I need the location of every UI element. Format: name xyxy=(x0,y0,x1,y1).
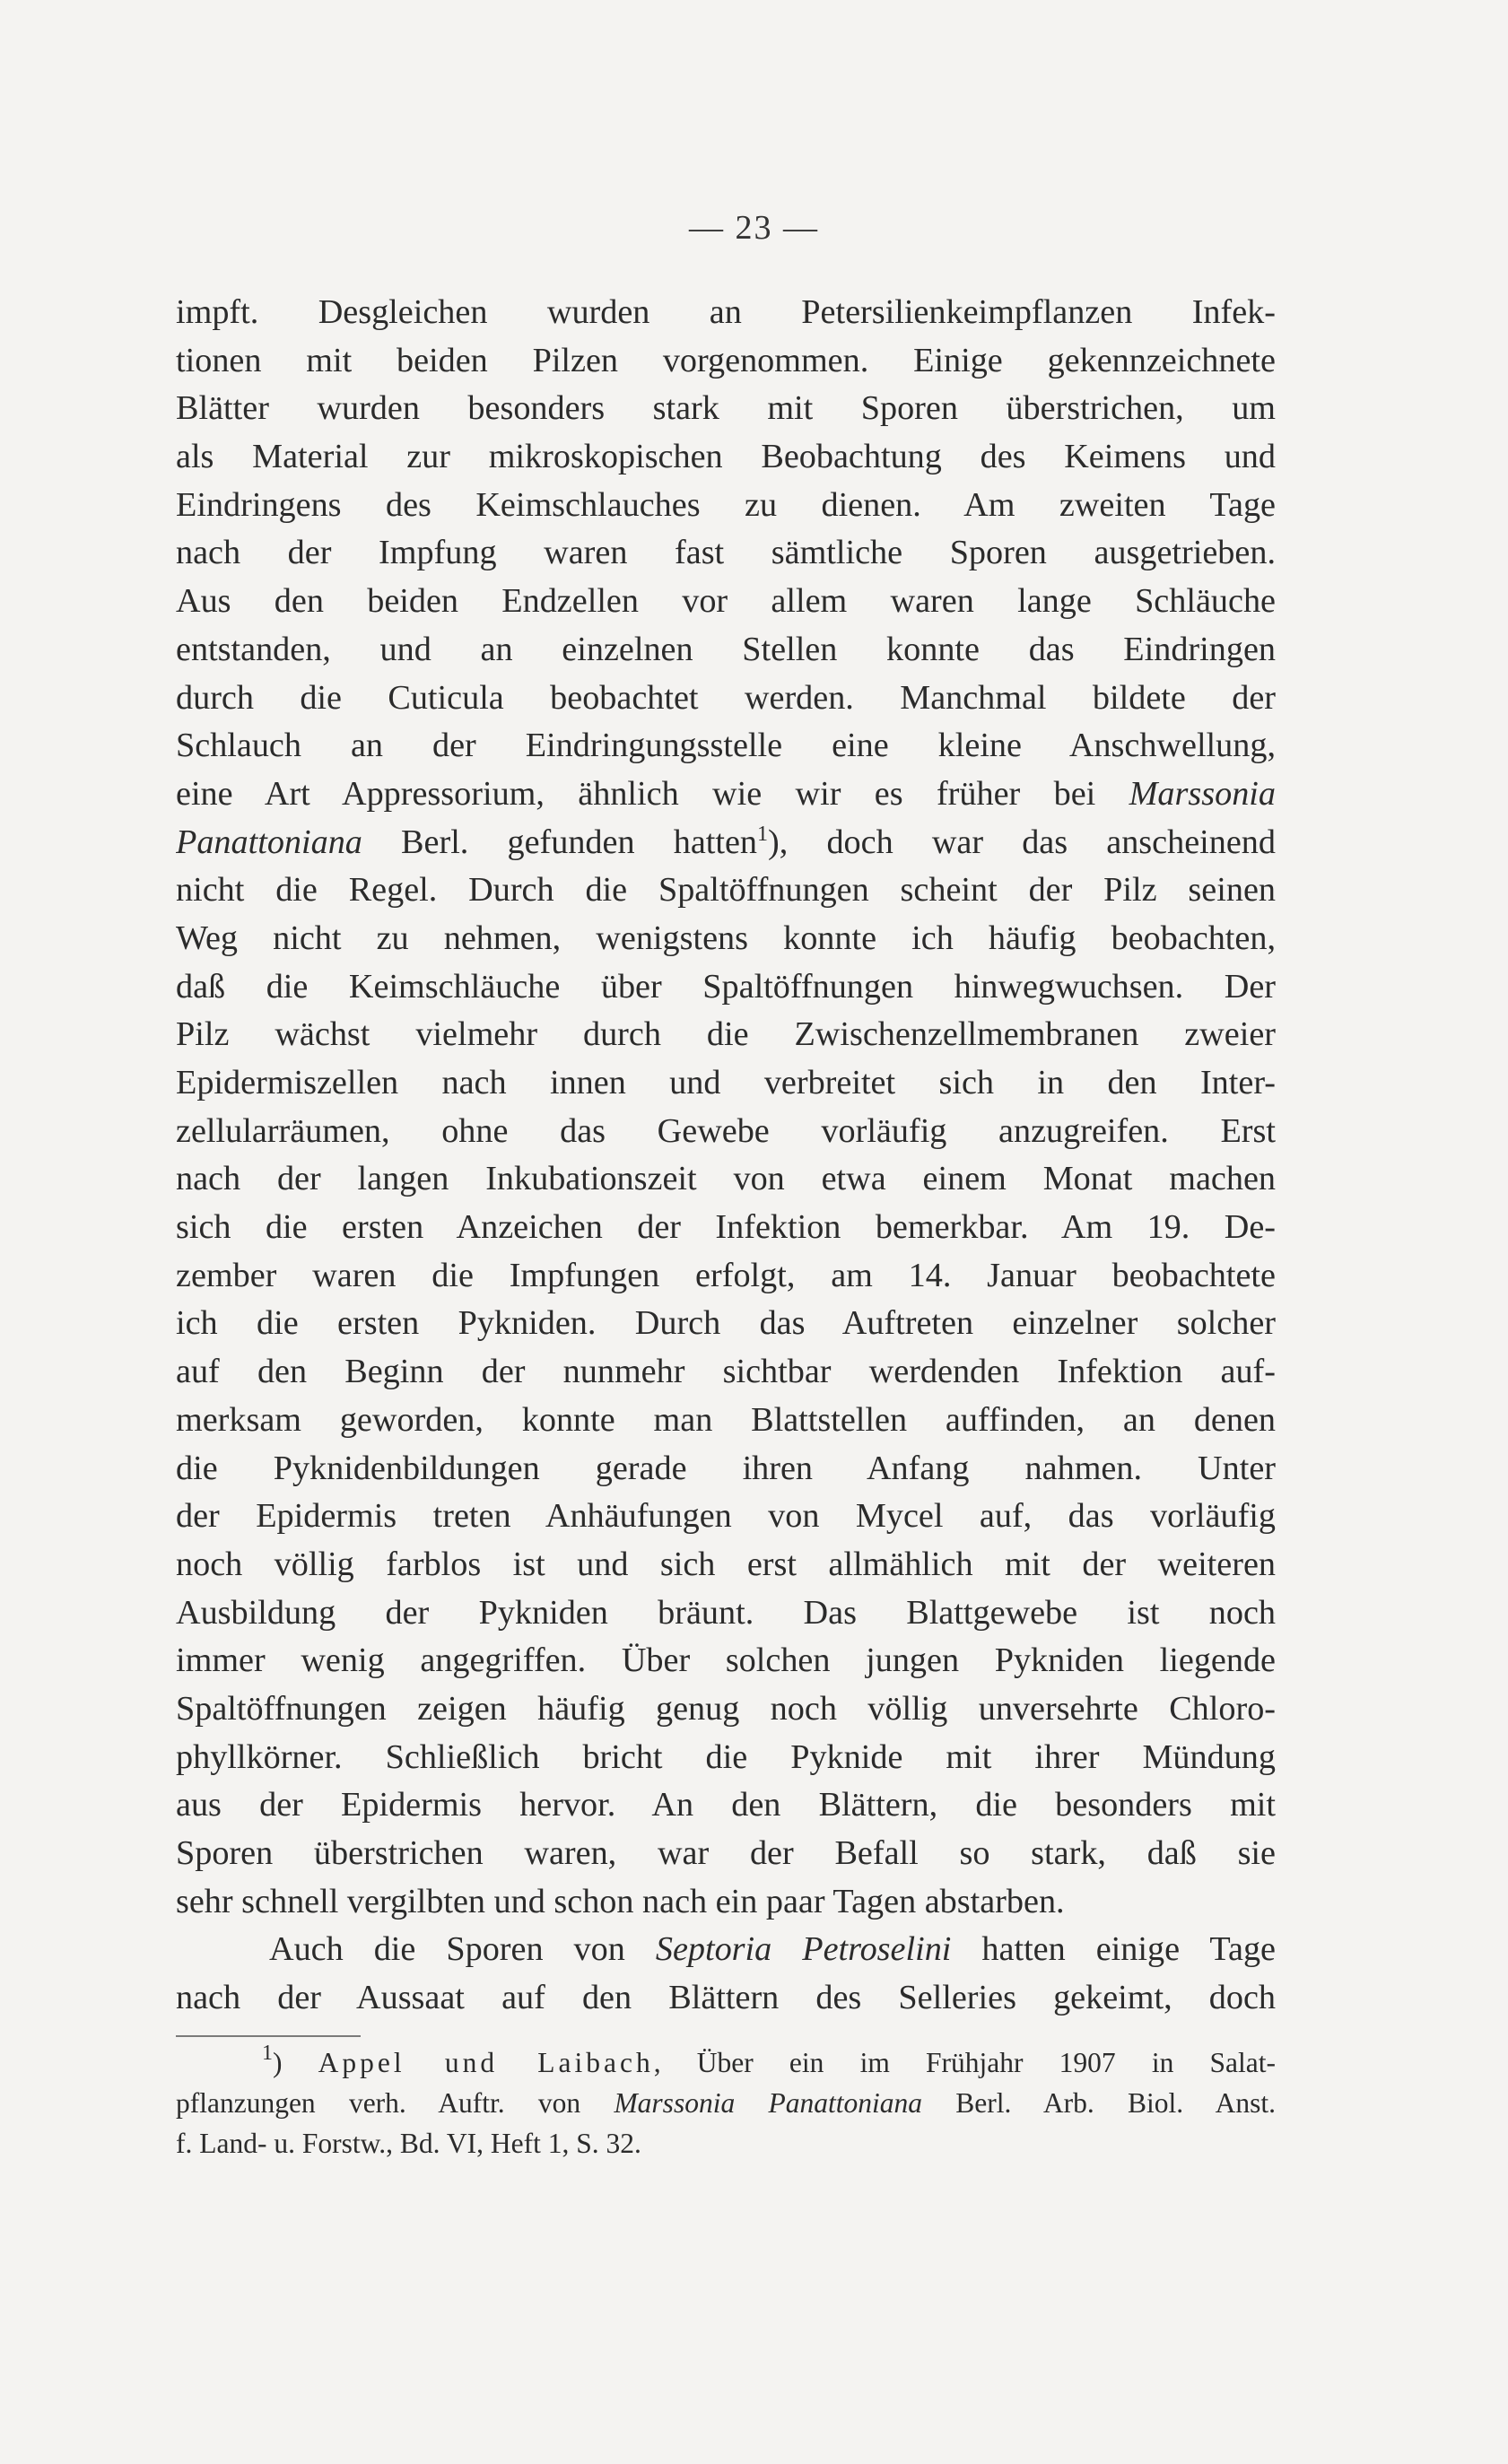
species-name-italic: Marssonia xyxy=(1129,774,1276,813)
text-line: impft. Desgleichen wurden an Petersilienkeimpflanzen Infek- xyxy=(176,293,1276,331)
text-line: Pilz wächst vielmehr durch die Zwischenzellmembranen zweier xyxy=(176,1015,1276,1054)
species-name-italic: Marssonia Panattoniana xyxy=(614,2087,922,2119)
text-line: Spaltöffnungen zeigen häufig genug noch völlig unversehrte Chloro- xyxy=(176,1689,1276,1728)
body-text xyxy=(176,289,1276,2023)
footnote xyxy=(176,2042,1276,2164)
text-line: sehr schnell vergilbten und schon nach ein paar Tagen abstarben. xyxy=(176,1882,1065,1920)
text-line: noch völlig farblos ist und sich erst allmählich mit der weiteren xyxy=(176,1545,1276,1583)
text-line: daß die Keimschläuche über Spaltöffnungen hinwegwuchsen. Der xyxy=(176,967,1276,1006)
text-line: aus der Epidermis hervor. An den Blättern, die besonders mit xyxy=(176,1786,1276,1824)
text-segment: pflanzungen verh. Auftr. von xyxy=(176,2087,615,2119)
text-line: durch die Cuticula beobachtet werden. Manchmal bildete der xyxy=(176,678,1276,717)
text-line: sich die ersten Anzeichen der Infektion bemerkbar. Am 19. De- xyxy=(176,1208,1276,1247)
footnote-line xyxy=(176,2083,1276,2123)
text-line: Epidermiszellen nach innen und verbreitet sich in den Inter- xyxy=(176,1064,1276,1101)
text-line: Ausbildung der Pykniden bräunt. Das Blattgewebe ist noch xyxy=(176,1593,1276,1632)
text-line: nicht die Regel. Durch die Spaltöffnungen scheint der Pilz seinen xyxy=(176,871,1276,910)
text-line xyxy=(176,771,1276,819)
text-line xyxy=(176,1926,1276,1974)
text-line: Blätter wurden besonders stark mit Sporen überstrichen, um xyxy=(176,389,1276,428)
text-line: Sporen überstrichen waren, war der Befall so stark, daß sie xyxy=(176,1834,1276,1872)
text-segment: Berl. Arb. Biol. Anst. xyxy=(921,2087,1276,2119)
text-segment: Auch die Sporen von xyxy=(269,1930,656,1969)
text-line: die Pyknidenbildungen gerade ihren Anfang nahmen. Unter xyxy=(176,1449,1276,1487)
text-segment: Berl. gefunden hatten xyxy=(362,823,758,861)
text-line: auf den Beginn der nunmehr sichtbar werdenden Infektion auf- xyxy=(176,1353,1276,1391)
footnote-divider xyxy=(176,2035,361,2037)
footnote-reference: 1 xyxy=(757,822,769,846)
text-line: der Epidermis treten Anhäufungen von Mycel auf, das vorläufig xyxy=(176,1497,1276,1536)
text-line: nach der Impfung waren fast sämtliche Sporen ausgetrieben. xyxy=(176,534,1276,572)
page-number: — 23 — xyxy=(689,209,819,247)
text-line: phyllkörner. Schließlich bricht die Pyknide mit ihrer Mündung xyxy=(176,1737,1276,1776)
footnote-line: $^1$) Appel und Laibach, Über ein im Frühjahr 1907 in Salat- xyxy=(262,2042,1276,2078)
text-segment: eine Art Appressorium, ähnlich wie wir es früher bei xyxy=(176,774,1129,813)
text-line: nach der langen Inkubationszeit von etwa einem Monat machen xyxy=(176,1160,1276,1198)
text-line: Weg nicht zu nehmen, wenigstens konnte ich häufig beobachten, xyxy=(176,919,1276,957)
text-line: immer wenig angegriffen. Über solchen jungen Pykniden liegende xyxy=(176,1641,1276,1680)
text-line: als Material zur mikroskopischen Beobachtung des Keimens und xyxy=(176,438,1276,476)
text-line xyxy=(176,819,1276,867)
species-name-italic: Panattoniana xyxy=(176,823,362,861)
text-line: ich die ersten Pykniden. Durch das Auftreten einzelner solcher xyxy=(176,1304,1276,1343)
footnote-line: f. Land- u. Forstw., Bd. VI, Heft 1, S. 32. xyxy=(176,2128,641,2159)
footnote-authors: Appel und Laibach xyxy=(318,2047,654,2078)
text-line: zember waren die Impfungen erfolgt, am 14. Januar beobachtete xyxy=(176,1256,1276,1294)
text-line: Aus den beiden Endzellen vor allem waren lange Schläuche xyxy=(176,582,1276,621)
text-line: zellularräumen, ohne das Gewebe vorläufig anzugreifen. Erst xyxy=(176,1111,1276,1150)
text-line: Eindringens des Keimschlauches zu dienen. Am zweiten Tage xyxy=(176,485,1276,524)
text-segment: ), doch war das anscheinend xyxy=(768,823,1276,861)
species-name-italic: Septoria Petroselini xyxy=(655,1930,952,1969)
text-line: merksam geworden, konnte man Blattstellen auffinden, an denen xyxy=(176,1400,1276,1439)
text-segment: , Über ein im Frühjahr 1907 in Salat- xyxy=(653,2047,1276,2078)
text-line: entstanden, und an einzelnen Stellen konnte das Eindringen xyxy=(176,630,1276,668)
text-line: nach der Aussaat auf den Blättern des Selleries gekeimt, doch xyxy=(176,1979,1276,2017)
text-line: Schlauch an der Eindringungsstelle eine kleine Anschwellung, xyxy=(176,727,1276,765)
text-line: tionen mit beiden Pilzen vorgenommen. Einige gekennzeichnete xyxy=(176,341,1276,379)
text-segment: hatten einige Tage xyxy=(951,1930,1276,1969)
footnote-marker: 1 xyxy=(262,2042,273,2065)
